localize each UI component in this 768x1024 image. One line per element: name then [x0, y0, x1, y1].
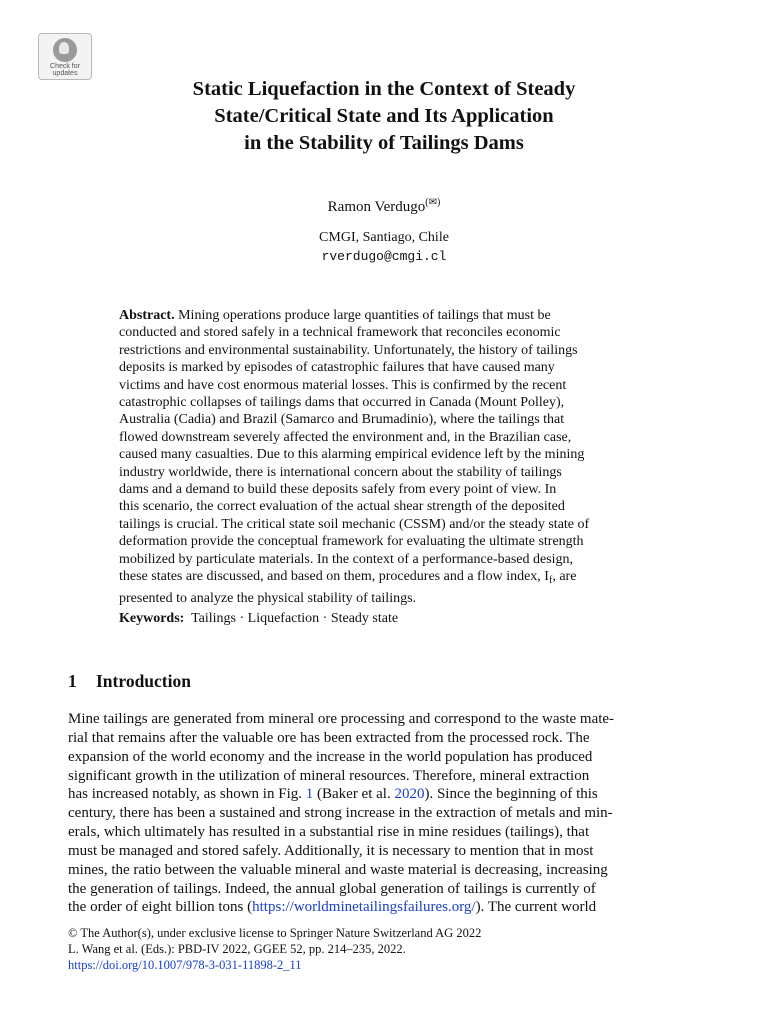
abstract-line: catastrophic collapses of tailings dams that occurred in Canada (Mount Polley), — [119, 395, 565, 411]
figure-reference-link[interactable]: 1 — [305, 786, 314, 803]
body-line: significant growth in the utilization of mineral resources. Therefore, mineral extraction — [68, 767, 590, 784]
abstract-line: caused many casualties. Due to this alarming empirical evidence left by the mining — [119, 447, 585, 463]
body-line-end: ). The current world — [475, 899, 597, 916]
affiliation: CMGI, Santiago, Chile — [319, 230, 449, 245]
flow-index-subscript: f — [548, 575, 553, 587]
website-link[interactable]: https://worldminetailingsfailures.org/ — [252, 899, 476, 916]
abstract-line: deformation provide the conceptual framework for evaluating the ultimate strength — [119, 534, 584, 550]
envelope-icon[interactable]: (✉) — [425, 197, 441, 208]
abstract-line: mobilized by particulate materials. In the context of a performance-based design, — [119, 551, 574, 567]
abstract-line: deposits is marked by episodes of catastrophic failures that have caused many — [119, 360, 555, 376]
abstract-line-end: , are — [552, 569, 577, 585]
body-line: the order of eight billion tons ( — [68, 899, 253, 916]
body-line: mines, the ratio between the valuable mineral and waste material is decreasing, increasing — [68, 861, 608, 878]
abstract-line: presented to analyze the physical stability of tailings. — [119, 590, 417, 606]
abstract-line: flowed downstream severely affected the environment and, in the Brazilian case, — [119, 429, 572, 445]
abstract-label: Abstract. — [119, 308, 175, 323]
badge-text-line2: updates — [52, 70, 78, 77]
body-line-end: ). Since the beginning of this — [424, 786, 598, 803]
footer — [68, 925, 481, 973]
body-line: erals, which ultimately has resulted in a substantial rise in mine residues (tailings), that — [68, 824, 590, 841]
title-line: State/Critical State and Its Application — [214, 105, 554, 127]
abstract — [119, 307, 624, 607]
section-title: Introduction — [96, 671, 191, 691]
citation-line: L. Wang et al. (Eds.): PBD-IV 2022, GGEE 52, pp. 214–235, 2022. — [68, 942, 406, 956]
body-line: Mine tailings are generated from mineral ore processing and correspond to the waste mate- — [68, 711, 615, 727]
section-number: 1 — [68, 671, 77, 691]
copyright-line: © The Author(s), under exclusive license to Springer Nature Switzerland AG 2022 — [68, 926, 482, 940]
keywords-text: Tailings · Liquefaction · Steady state — [191, 611, 399, 626]
body-text — [68, 710, 672, 917]
check-updates-icon — [53, 38, 77, 62]
author-line — [0, 197, 768, 216]
abstract-line: this scenario, the correct evaluation of the actual shear strength of the deposited — [119, 499, 565, 515]
keywords-label: Keywords: — [119, 611, 185, 626]
body-line: the generation of tailings. Indeed, the annual global generation of tailings is currently of — [68, 880, 596, 897]
body-line: rial that remains after the valuable ore has been extracted from the processed rock. The — [68, 729, 590, 746]
abstract-line: these states are discussed, and based on them, procedures and a flow index, I — [119, 569, 549, 585]
abstract-line: Mining operations produce large quantities of tailings that must be — [178, 308, 551, 323]
check-for-updates-badge[interactable] — [38, 33, 92, 80]
abstract-line: conducted and stored safely in a technical framework that reconciles economic — [119, 325, 561, 341]
title-line: in the Stability of Tailings Dams — [244, 132, 524, 154]
body-line: must be managed and stored safely. Additionally, it is necessary to mention that in most — [68, 842, 594, 859]
citation-year-link[interactable]: 2020 — [394, 786, 425, 803]
body-line: expansion of the world economy and the increase in the world population has produced — [68, 748, 593, 765]
body-line: has increased notably, as shown in Fig. — [68, 786, 306, 803]
paper-title — [0, 76, 768, 157]
title-line: Static Liquefaction in the Context of Steady — [192, 78, 576, 100]
body-line-mid: (Baker et al. — [313, 786, 395, 803]
badge-text-line1: Check for — [50, 63, 80, 70]
abstract-line: restrictions and environmental sustainability. Unfortunately, the history of tailings — [119, 342, 578, 358]
body-line: century, there has been a sustained and strong increase in the extraction of metals and min- — [68, 805, 613, 822]
abstract-line: victims and have cost enormous material losses. This is confirmed by the recent — [119, 377, 567, 393]
abstract-line: dams and a demand to build these deposits safely from every point of view. In — [119, 482, 557, 498]
keywords — [119, 611, 398, 627]
doi-link[interactable]: https://doi.org/10.1007/978-3-031-11898-2_11 — [68, 958, 302, 972]
author-name: Ramon Verdugo — [327, 199, 426, 215]
abstract-line: tailings is crucial. The critical state soil mechanic (CSSM) and/or the steady state of — [119, 516, 590, 532]
abstract-line: industry worldwide, there is international concern about the stability of tailings — [119, 464, 562, 480]
author-email[interactable]: rverdugo@cmgi.cl — [321, 249, 447, 264]
section-heading — [68, 671, 191, 692]
abstract-line: Australia (Cadia) and Brazil (Samarco and Brumadinio), where the tailings that — [119, 412, 565, 428]
